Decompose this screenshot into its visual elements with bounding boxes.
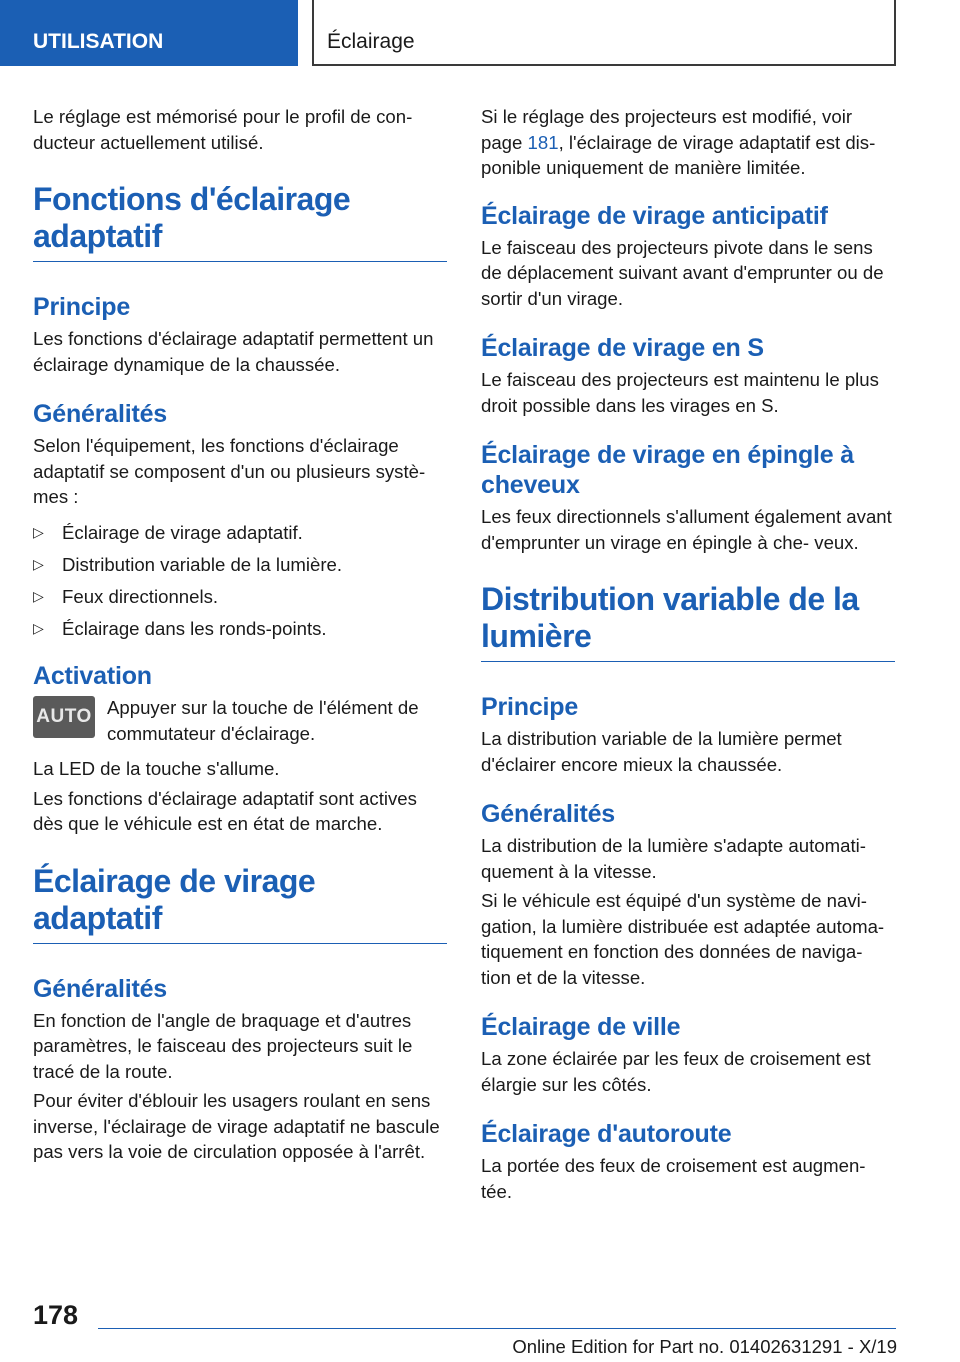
systems-list — [33, 520, 447, 642]
intro-paragraph: Le réglage est mémorisé pour le profil de con- ducteur actuellement utilisé. — [33, 106, 413, 153]
autoroute-paragraph: La portée des feux de croisement est augmen- tée. — [481, 1155, 866, 1202]
auto-button-icon: AUTO — [33, 696, 95, 738]
page-number: 178 — [33, 1300, 79, 1330]
generalites-3-paragraph-1: La distribution de la lumière s'adapte automati- quement à la vitesse. — [481, 835, 866, 882]
list-item: ▷ Éclairage de virage adaptatif. — [33, 520, 447, 546]
heading-activation: Activation — [33, 662, 152, 690]
heading-autoroute: Éclairage d'autoroute — [481, 1120, 732, 1148]
left-column — [33, 104, 447, 1169]
list-item: ▷ Distribution variable de la lumière. — [33, 552, 447, 578]
epingle-paragraph: Les feux directionnels s'allument également avant d'emprunter un virage en épingle à che- veux. — [481, 506, 892, 553]
heading-distribution: Distribution variable de la lumière — [481, 581, 895, 662]
generalites-paragraph: Selon l'équipement, les fonctions d'éclairage adaptatif se composent d'un ou plusieurs systè- mes : — [33, 435, 426, 507]
heading-anticipatif: Éclairage de virage anticipatif — [481, 201, 828, 230]
footer-divider — [98, 1328, 896, 1329]
section-tab: UTILISATION — [0, 0, 298, 66]
generalites-2-paragraph-1: En fonction de l'angle de braquage et d'autres paramètres, le faisceau des projecteurs suit le tracé de la route. — [33, 1009, 413, 1082]
heading-principe-2: Principe — [481, 693, 579, 721]
heading-adaptive-functions: Fonctions d'éclairage adaptatif — [33, 181, 447, 262]
virage-s-paragraph: Le faisceau des projecteurs est maintenu le plus droit possible dans les virages en S. — [481, 369, 879, 416]
edition-info: Online Edition for Part no. 01402631291 - X/19 — [512, 1336, 897, 1357]
led-paragraph: La LED de la touche s'allume. — [33, 758, 280, 779]
triangle-bullet-icon: ▷ — [33, 555, 44, 572]
heading-virage-s: Éclairage de virage en S — [481, 334, 764, 362]
heading-generalites-3: Généralités — [481, 800, 615, 828]
activation-paragraph: Appuyer sur la touche de l'élément de commutateur d'éclairage. — [107, 697, 419, 744]
chapter-title: Éclairage — [312, 0, 896, 66]
list-item: ▷ Éclairage dans les ronds-points. — [33, 616, 447, 642]
generalites-2-paragraph-2: Pour éviter d'éblouir les usagers roulant en sens inverse, l'éclairage de virage adaptatif ne bascule pas vers la voie de circulation opposée à l'arrêt. — [33, 1090, 440, 1162]
page-link[interactable]: 181 — [527, 131, 559, 153]
heading-generalites-2: Généralités — [33, 974, 167, 1003]
heading-epingle: Éclairage de virage en épingle à cheveux — [481, 441, 854, 499]
heading-generalites: Généralités — [33, 400, 167, 428]
heading-ville: Éclairage de ville — [481, 1013, 681, 1041]
heading-principe: Principe — [33, 293, 131, 321]
principe-paragraph: Les fonctions d'éclairage adaptatif permettent un éclairage dynamique de la chaussée. — [33, 328, 434, 375]
principe-2-paragraph: La distribution variable de la lumière permet d'éclairer encore mieux la chaussée. — [481, 728, 842, 775]
triangle-bullet-icon: ▷ — [33, 523, 44, 540]
triangle-bullet-icon: ▷ — [33, 619, 44, 636]
headlight-adjust-paragraph: Si le réglage des projecteurs est modifié, voir page 181, l'éclairage de virage adaptatif est dis- ponible uniquement de manière limitée. — [481, 106, 876, 178]
heading-adaptive-cornering: Éclairage de virage adaptatif — [33, 863, 447, 944]
active-paragraph: Les fonctions d'éclairage adaptatif sont actives dès que le véhicule est en état de marche. — [33, 787, 417, 834]
list-item: ▷ Feux directionnels. — [33, 584, 447, 610]
activation-row — [33, 695, 447, 746]
ville-paragraph: La zone éclairée par les feux de croisement est élargie sur les côtés. — [481, 1048, 871, 1095]
triangle-bullet-icon: ▷ — [33, 587, 44, 604]
generalites-3-paragraph-2: Si le véhicule est équipé d'un système de navi- gation, la lumière distribuée est adaptée automa- tiquement en fonction des données de naviga- tion et de la vitesse. — [481, 890, 885, 988]
anticipatif-paragraph: Le faisceau des projecteurs pivote dans le sens de déplacement suivant avant d'emprunter ou de sortir d'un virage. — [481, 236, 884, 309]
right-column — [481, 104, 895, 1208]
